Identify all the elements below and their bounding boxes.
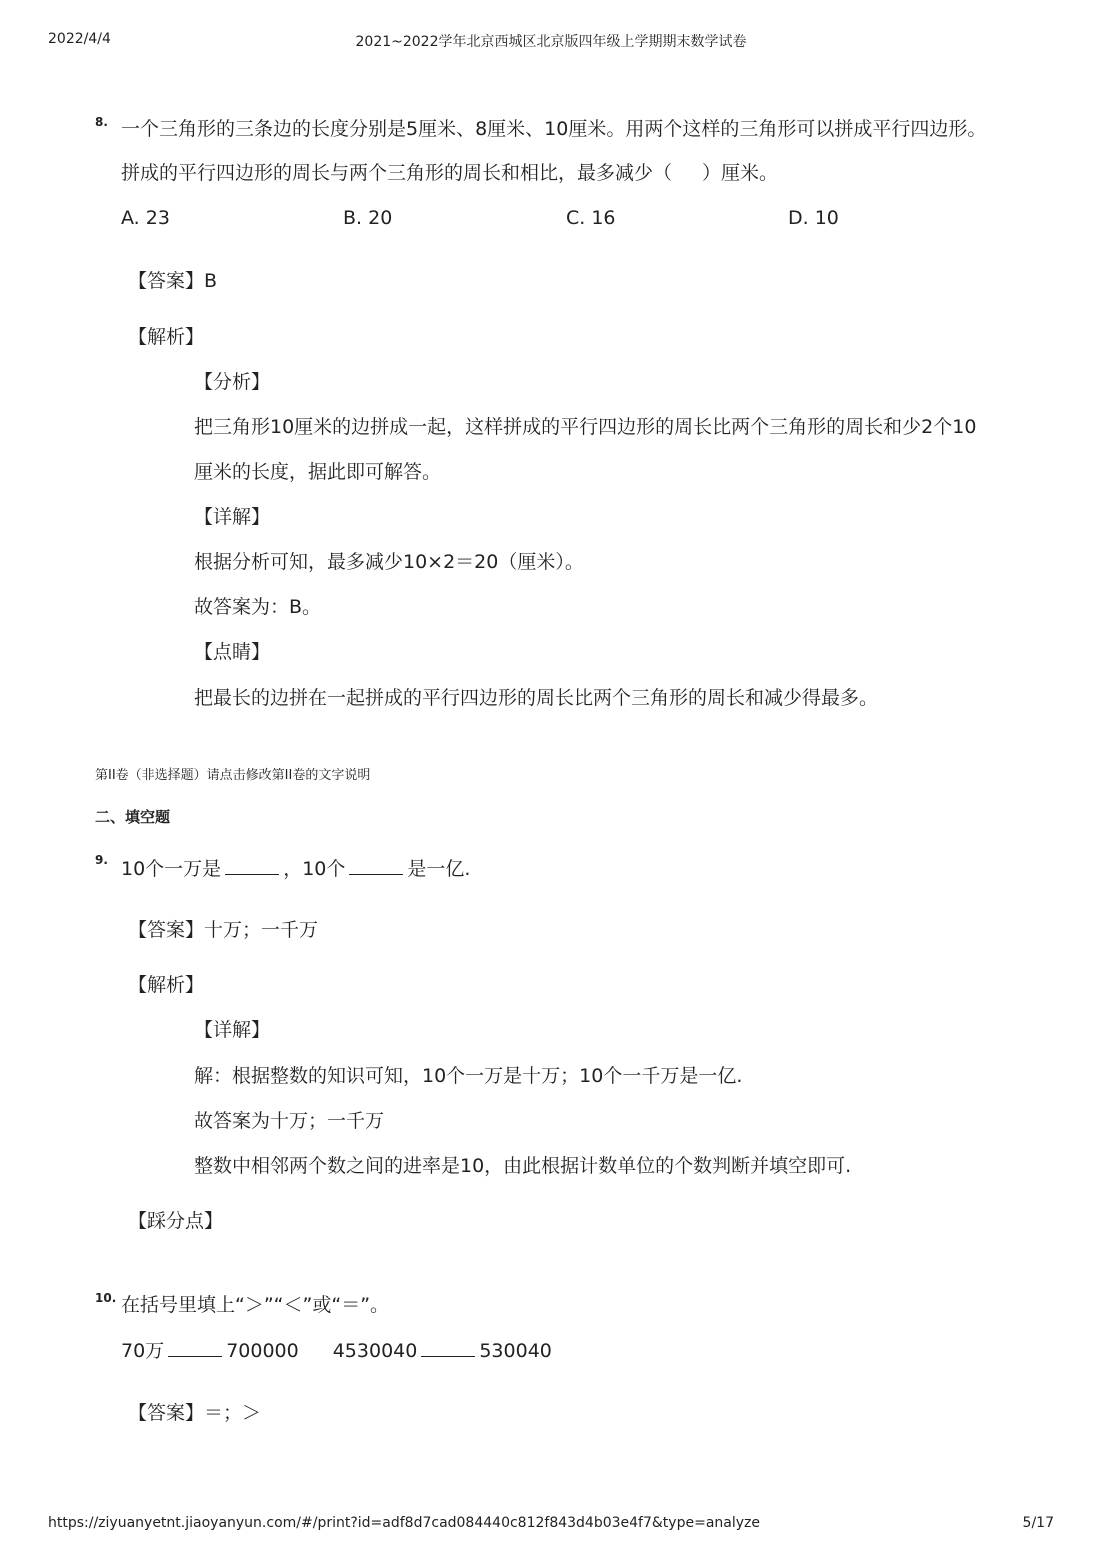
option-c: C. 16	[566, 207, 616, 229]
question-9-line2: 故答案为十万；一千万	[194, 1110, 385, 1132]
item-1-left: 70万	[121, 1340, 165, 1362]
question-8-xiangjie-label: 【详解】	[194, 506, 271, 528]
option-d: D. 10	[788, 207, 839, 229]
question-8-analysis-label: 【解析】	[128, 326, 205, 348]
question-9-answer: 【答案】十万；一千万	[128, 919, 319, 941]
item-2-right: 530040	[479, 1340, 552, 1362]
question-8-answer: 【答案】B	[128, 270, 218, 292]
question-9-number: 9.	[95, 853, 108, 867]
question-10-items	[121, 1338, 552, 1363]
question-8-fenxi-line2: 厘米的长度，据此即可解答。	[194, 461, 442, 483]
answer-blank[interactable]	[168, 1338, 222, 1357]
question-8-stem-line2-b: ）厘米。	[702, 162, 779, 184]
question-10-answer: 【答案】＝；＞	[128, 1402, 262, 1424]
question-9-stem	[121, 856, 470, 881]
document-title: 2021~2022学年北京西城区北京版四年级上学期期末数学试卷	[355, 34, 747, 50]
question-8-fenxi-label: 【分析】	[194, 371, 271, 393]
answer-blank[interactable]	[421, 1338, 475, 1357]
answer-blank[interactable]	[349, 856, 403, 875]
question-8-number: 8.	[95, 115, 108, 129]
page-url: https://ziyuanyetnt.jiaoyanyun.com/#/print?id=adf8d7cad084440c812f843d4b03e4f7&type=analyze	[48, 1515, 760, 1531]
question-9-points-label: 【踩分点】	[128, 1210, 224, 1232]
question-8-stem-line2	[121, 161, 778, 185]
item-1-right: 700000	[226, 1340, 299, 1362]
question-9-stem-a: 10个一万是	[121, 858, 222, 880]
answer-blank[interactable]	[225, 856, 279, 875]
option-b: B. 20	[343, 207, 393, 229]
question-10-stem: 在括号里填上“＞”“＜”或“＝”。	[121, 1294, 390, 1316]
question-9-xiangjie-label: 【详解】	[194, 1019, 271, 1041]
question-9-stem-b: ，10个	[283, 858, 346, 880]
question-8-dianjing-label: 【点睛】	[194, 641, 271, 663]
question-9-line3: 整数中相邻两个数之间的进率是10，由此根据计数单位的个数判断并填空即可.	[194, 1155, 852, 1177]
question-9-line1: 解：根据整数的知识可知，10个一万是十万；10个一千万是一亿.	[194, 1065, 743, 1087]
print-date: 2022/4/4	[48, 31, 111, 47]
question-8-stem-line2-a: 拼成的平行四边形的周长与两个三角形的周长和相比，最多减少（	[121, 162, 673, 184]
question-8-xiangjie-line2: 故答案为：B。	[194, 596, 322, 618]
question-8-xiangjie-line1: 根据分析可知，最多减少10×2＝20（厘米）。	[194, 551, 584, 573]
question-9-analysis-label: 【解析】	[128, 974, 205, 996]
question-10-number: 10.	[95, 1291, 117, 1305]
part-2-note: 第II卷（非选择题）请点击修改第II卷的文字说明	[95, 768, 371, 783]
question-9-stem-c: 是一亿.	[407, 858, 471, 880]
question-8-stem-line1: 一个三角形的三条边的长度分别是5厘米、8厘米、10厘米。用两个这样的三角形可以拼成平行四边形。	[121, 118, 987, 140]
item-2-left: 4530040	[332, 1340, 418, 1362]
question-8-dianjing-line: 把最长的边拼在一起拼成的平行四边形的周长比两个三角形的周长和减少得最多。	[194, 687, 879, 709]
page-number: 5/17	[1022, 1515, 1054, 1531]
section-title: 二、填空题	[95, 808, 171, 826]
option-a: A. 23	[121, 207, 170, 229]
question-8-fenxi-line1: 把三角形10厘米的边拼成一起，这样拼成的平行四边形的周长比两个三角形的周长和少2个10	[194, 416, 977, 438]
